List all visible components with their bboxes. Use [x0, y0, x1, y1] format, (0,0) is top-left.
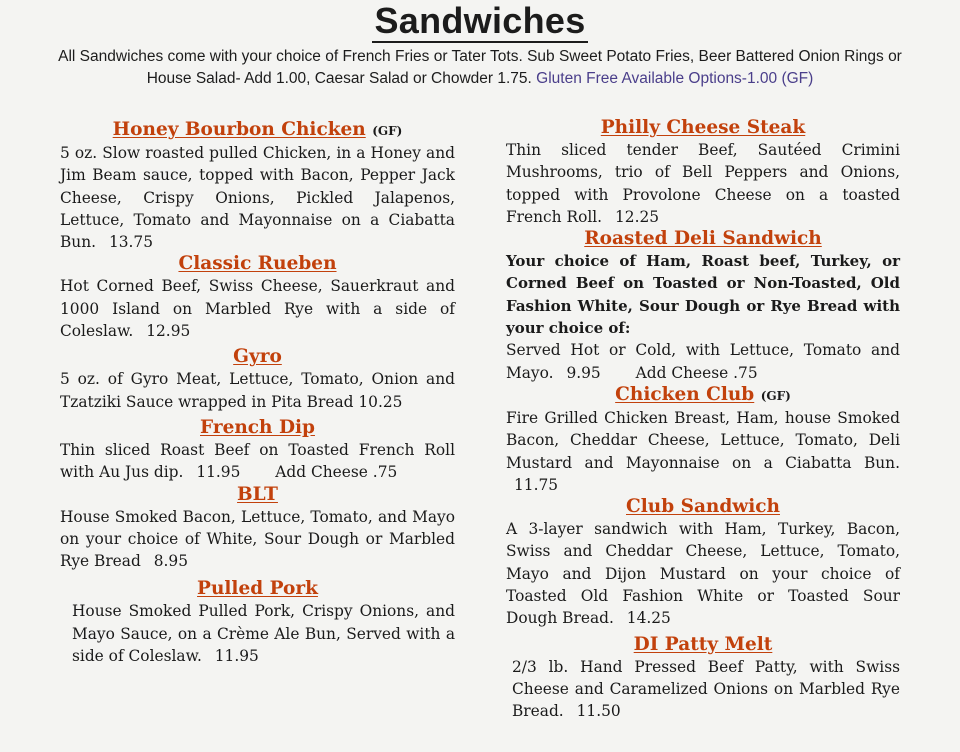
menu-item: [506, 117, 900, 228]
item-price: 11.50: [576, 702, 621, 721]
item-heading: [60, 119, 455, 142]
menu-item: [506, 496, 900, 629]
item-price: 12.25: [614, 207, 660, 226]
item-heading: [506, 496, 900, 518]
item-description: [506, 518, 900, 629]
item-price: 10.25: [358, 392, 403, 411]
item-description-bold: Your choice of Ham, Roast beef, Turkey, or Corned Beef on Toasted or Non-Toasted, Old Fashion White, Sour Dough or Rye Bread with your choice of:: [506, 252, 900, 338]
item-addon: Add Cheese .75: [275, 463, 398, 482]
item-name: Gyro: [233, 346, 282, 368]
item-name: Club Sandwich: [626, 496, 780, 518]
item-heading: [506, 117, 900, 139]
right-column: [506, 117, 900, 723]
item-description: [506, 407, 900, 496]
item-heading: [60, 253, 455, 275]
item-heading: [60, 417, 455, 439]
item-description-text: 5 oz. of Gyro Meat, Lettuce, Tomato, Onion and Tzatziki Sauce wrapped in Pita Bread: [60, 370, 455, 411]
menu-item: [60, 484, 455, 573]
intro-note: [40, 46, 920, 90]
item-name: Philly Cheese Steak: [600, 117, 806, 138]
intro-text: All Sandwiches come with your choice of French Fries or Tater Tots. Sub Sweet Potato Fries, Beer Battered Onion Rings or House Salad- Add 1.00, Caesar Salad or Chowder 1.75.: [58, 48, 902, 87]
item-price: 12.95: [146, 322, 191, 341]
item-description-text: House Smoked Bacon, Lettuce, Tomato, and Mayo on your choice of White, Sour Dough or Marbled Rye Bread: [60, 507, 455, 571]
item-description-text: 2/3 lb. Hand Pressed Beef Patty, with Swiss Cheese and Caramelized Onions on Marbled Rye Bread.: [512, 657, 900, 721]
item-description-text: Thin sliced Roast Beef on Toasted French Roll with Au Jus dip.: [60, 440, 455, 482]
menu-item: [60, 119, 455, 253]
item-price: 11.75: [514, 475, 559, 494]
item-price: 11.95: [196, 463, 241, 482]
item-name: Honey Bourbon Chicken: [112, 119, 366, 140]
item-description: [506, 339, 900, 384]
item-description: [60, 142, 455, 253]
item-description: [506, 139, 900, 228]
item-heading: [60, 346, 455, 368]
menu-item: [60, 578, 455, 667]
item-heading: [506, 384, 900, 407]
item-description-text: Served Hot or Cold, with Lettuce, Tomato and Mayo.: [506, 341, 900, 382]
gluten-free-note: Gluten Free Available Options-1.00 (GF): [536, 70, 814, 87]
menu-item: [506, 384, 900, 496]
item-heading: [506, 228, 900, 250]
left-column: [60, 119, 455, 667]
item-price: 13.75: [108, 233, 153, 252]
page-title: [0, 0, 960, 42]
page-title-text: Sandwiches: [374, 0, 586, 41]
item-price: 9.95: [566, 363, 601, 382]
menu-item: [506, 228, 900, 384]
item-description-text: 5 oz. Slow roasted pulled Chicken, in a Honey and Jim Beam sauce, topped with Bacon, Pepper Jack Cheese, Crispy Onions, Pickled Jalapenos, Lettuce, Tomato and Mayonnaise on a Ciabatta Bun.: [60, 144, 455, 252]
item-description: [60, 439, 455, 484]
item-description: [60, 600, 455, 667]
item-heading: [60, 484, 455, 506]
gf-tag: (GF): [372, 124, 403, 138]
item-name: BLT: [237, 483, 278, 505]
menu-item: [60, 346, 455, 413]
item-price: 8.95: [153, 552, 189, 571]
item-heading: [506, 634, 900, 656]
item-description-text: Thin sliced tender Beef, Sautéed Crimini Mushrooms, trio of Bell Peppers and Onions, topped with Provolone Cheese on a toasted French Roll.: [506, 141, 900, 226]
item-name: French Dip: [200, 416, 315, 438]
item-name: Roasted Deli Sandwich: [584, 228, 822, 250]
item-heading: [60, 578, 455, 600]
item-description-text: House Smoked Pulled Pork, Crispy Onions, and Mayo Sauce, on a Crème Ale Bun, Served with a side of Coleslaw.: [72, 602, 455, 666]
menu-item: [60, 417, 455, 484]
item-description: [506, 656, 900, 723]
item-name: Chicken Club: [615, 383, 755, 405]
item-name: Classic Rueben: [178, 253, 337, 275]
item-description-text: Hot Corned Beef, Swiss Cheese, Sauerkraut and 1000 Island on Marbled Rye with a side of Coleslaw.: [60, 277, 455, 341]
item-price: 14.25: [626, 609, 671, 628]
item-description: [60, 368, 455, 413]
item-addon: Add Cheese .75: [635, 363, 758, 382]
item-description: [60, 275, 455, 342]
item-description-text: A 3-layer sandwich with Ham, Turkey, Bacon, Swiss and Cheddar Cheese, Lettuce, Tomato, Mayo and Dijon Mustard on your choice of Toasted Old Fashion White or Toasted Sour Dough Bread.: [506, 520, 900, 628]
menu-item: [60, 253, 455, 342]
item-name: DI Patty Melt: [633, 633, 773, 655]
menu-item: [506, 634, 900, 723]
item-name: Pulled Pork: [197, 578, 318, 600]
item-description: [60, 506, 455, 573]
item-price: 11.95: [214, 647, 259, 666]
gf-tag: (GF): [760, 388, 791, 403]
item-description-text: Fire Grilled Chicken Breast, Ham, house Smoked Bacon, Cheddar Cheese, Lettuce, Tomato, Deli Mustard and Mayonnaise on a Ciabatta Bun.: [506, 408, 900, 472]
